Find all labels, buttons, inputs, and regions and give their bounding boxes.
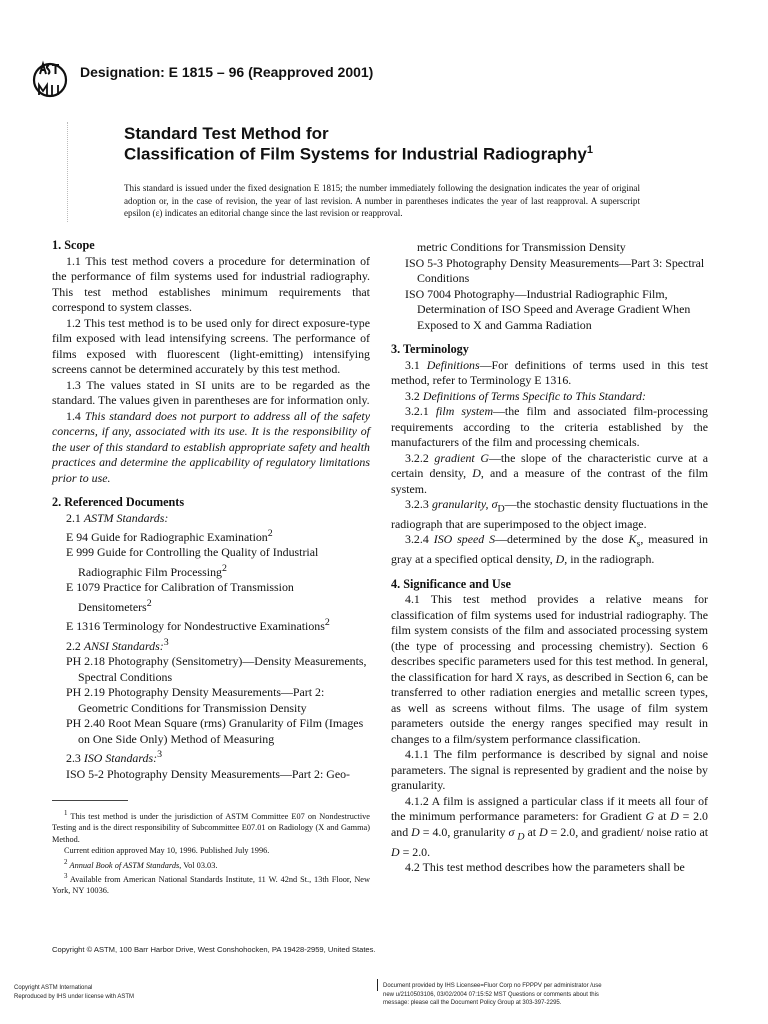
ref-e1316: E 1316 Terminology for Nondestructive Examinations$^2$ bbox=[66, 617, 330, 634]
margin-dots bbox=[67, 122, 68, 222]
ref-iso7004: ISO 7004 Photography—Industrial Radiographic Film, Determination of ISO Speed and Average Gradient When Exposed to X and Gamma Radiation bbox=[405, 286, 691, 332]
issue-note: This standard is issued under the fixed designation E 1815; the number immediately following the designation indicates the year of original adoption or, in the case of revision, the year of last revision. A number in parentheses indicates the year of last reapproval. A superscript epsilon (ε) indicates an editorial change since the last revision or reapproval. bbox=[124, 183, 640, 218]
sig-4-1: 4.1 This test method provides a relative means for classification of film systems used for industrial radiography. The film system consists of the film and associated processing system (the type of processing and processing chemistry). Section 6 describes specific parameters used for this test method. In general, the classification for hard X rays, as described in Section 6, can be transferred to other radiation energies and metallic screen types, as well as screens without films. The usage of film system parameters outside the energy ranges specified may result in changes to a film/system performance classification. bbox=[391, 592, 708, 746]
term-3-2-4: 3.2.4 ISO speed S—determined by the dose $K_s$, measured in gray at a specified optical density, D, in the radiograph. bbox=[391, 532, 708, 567]
ref-e94: E 94 Guide for Radiographic Examination$^2$ bbox=[66, 528, 273, 544]
section-terminology-heading: 3. Terminology bbox=[391, 342, 469, 356]
scope-1-2: 1.2 This test method is to be used only for direct exposure-type film exposed with lead intensifying screens. The performance of films exposed with fluorescent (light-emitting) intensifying screens cannot be determined accurately by this test method. bbox=[52, 315, 370, 376]
ref-iso53: ISO 5-3 Photography Density Measurements—Part 3: Spectral Conditions bbox=[405, 255, 705, 285]
term-3-2-3: 3.2.3 granularity, $\sigma_D—the$ stochastic density fluctuations in the radiograph that are superimposed to the object image. bbox=[391, 497, 708, 531]
title-line-2 bbox=[124, 144, 593, 165]
right-column bbox=[391, 240, 708, 876]
refs-ansi-label: 2.2 ANSI Standards:$^3$ bbox=[66, 636, 169, 653]
term-3-2-2: 3.2.2 gradient G—the slope of the characteristic curve at a certain density, D, and a measure of the contrast of the film system. bbox=[391, 450, 708, 496]
refs-iso-label: 2.3 ISO Standards:$^3$ bbox=[66, 749, 163, 766]
footnote-3: $^3$ Available from American National Standards Institute, 11 W. 42nd St., 13th Floor, New York, NY 10036. bbox=[52, 873, 370, 896]
sig-4-1-1: 4.1.1 The film performance is described by signal and noise parameters. The signal is represented by gradient and the noise by granularity. bbox=[391, 747, 708, 793]
footer-left: Copyright ASTM International Reproduced by IHS under license with ASTM bbox=[14, 985, 135, 1000]
footnote-2: $^2$ Annual Book of ASTM Standards, Vol 03.03. bbox=[64, 858, 218, 870]
sig-4-2: 4.2 This test method describes how the parameters shall be bbox=[405, 860, 685, 875]
footer-mark bbox=[377, 979, 378, 991]
section-significance-heading: 4. Significance and Use bbox=[391, 576, 511, 591]
footnote-1: $^1$ This test method is under the jurisdiction of ASTM Committee E07 on Nondestructive Testing and is the direct responsibility of Subcommittee E07.01 on Radiology (X and Gamma) Method. bbox=[52, 810, 370, 844]
copyright: Copyright © ASTM, 100 Barr Harbor Drive, West Conshohocken, PA 19428-2959, United States. bbox=[52, 945, 376, 954]
term-3-2: 3.2 Definitions of Terms Specific to This Standard: bbox=[405, 388, 646, 403]
designation: Designation: E 1815 – 96 (Reapproved 2001) bbox=[80, 64, 374, 80]
ref-iso52: ISO 5-2 Photography Density Measurements—Part 2: Geo- bbox=[66, 766, 351, 781]
scope-1-4: 1.4 This standard does not purport to address all of the safety concerns, if any, associated with its use. It is the responsibility of the user of this standard to establish appropriate safety and health practices and determine the applicability of regulatory limitations prior to use. bbox=[52, 408, 370, 485]
section-refs-heading: 2. Referenced Documents bbox=[52, 495, 185, 509]
astm-logo-icon bbox=[32, 60, 68, 100]
footer-right: Document provided by IHS Licensee=Fluor Corp no FPPPV per administrator /use new u/2110503106, 03/02/2004 07:15:52 MST Questions or comments about this message: please call the Document Policy Group at 303-397-2295. bbox=[383, 983, 602, 1006]
left-column bbox=[52, 238, 370, 782]
ref-iso52-cont: metric Conditions for Transmission Density bbox=[417, 240, 626, 254]
sig-4-1-2: 4.1.2 A film is assigned a particular class if it meets all four of the minimum performance parameters: for Gradient G at D = 2.0 and D = 4.0, granularity σ $_D$ at D = 2.0, and gradient/ noise ratio at D = 2.0. bbox=[391, 793, 709, 859]
ref-e999: E 999 Guide for Controlling the Quality of Industrial Radiographic Film Processing$^2$ bbox=[66, 545, 319, 579]
ref-ph219: PH 2.19 Photography Density Measurements—Part 2: Geometric Conditions for Transmission Density bbox=[66, 685, 325, 715]
footnotes bbox=[52, 808, 370, 897]
title-text: Classification of Film Systems for Industrial Radiography bbox=[124, 144, 587, 164]
footnote-rule bbox=[52, 800, 128, 801]
title-footnote-ref: 1 bbox=[586, 144, 593, 156]
term-3-1: 3.1 Definitions—For definitions of terms used in this test method, refer to Terminology E 1316. bbox=[391, 357, 708, 387]
ref-ph218: PH 2.18 Photography (Sensitometry)—Density Measurements, Spectral Conditions bbox=[66, 654, 367, 684]
title-line-1: Standard Test Method for bbox=[124, 124, 329, 143]
term-3-2-1: 3.2.1 film system—the film and associated film-processing requirements according to the criteria established by the manufacturers of the film and processing chemicals. bbox=[391, 404, 708, 449]
scope-1-1: 1.1 This test method covers a procedure for determination of the performance of film systems used for industrial radiography. This test method establishes minimum requirements that correspond to system classes. bbox=[52, 253, 370, 314]
section-scope-heading: 1. Scope bbox=[52, 238, 95, 252]
footnote-1b: Current edition approved May 10, 1996. Published July 1996. bbox=[64, 846, 270, 856]
ref-ph240: PH 2.40 Root Mean Square (rms) Granularity of Film (Images on One Side Only) Method of Measuring bbox=[66, 716, 364, 746]
refs-astm-label: 2.1 ASTM Standards: bbox=[66, 510, 169, 525]
scope-1-3: 1.3 The values stated in SI units are to be regarded as the standard. The values given in parentheses are for information only. bbox=[52, 377, 370, 407]
ref-e1079: E 1079 Practice for Calibration of Transmission Densitometers$^2$ bbox=[66, 580, 294, 614]
